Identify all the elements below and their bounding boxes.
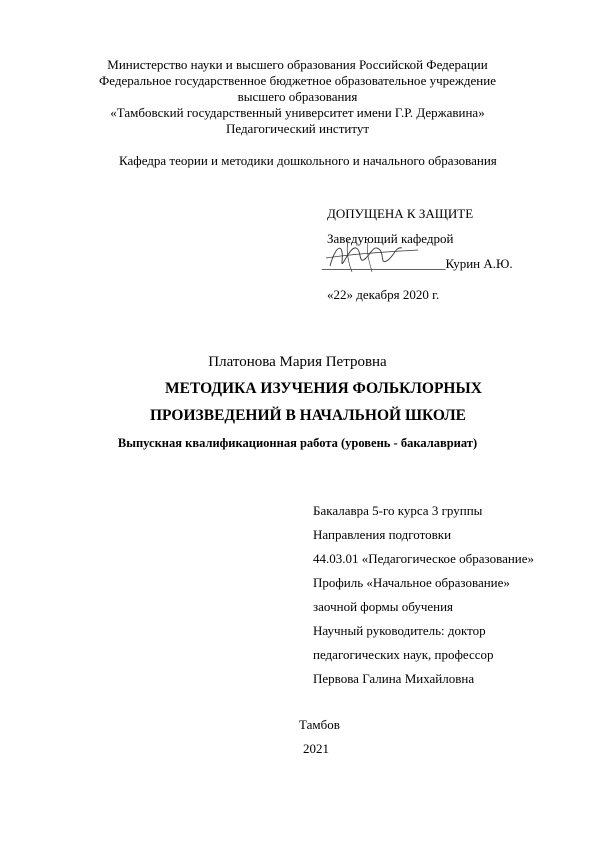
department-line: Кафедра теории и методики дошкольного и начального образования	[119, 153, 497, 168]
study-direction-label: Направления подготовки	[313, 527, 452, 542]
approval-date: «22» декабря 2020 г.	[327, 287, 440, 302]
ministry-line: Министерство науки и высшего образования Российской Федерации	[107, 57, 488, 72]
author-name: Платонова Мария Петровна	[208, 354, 387, 370]
year: 2021	[303, 741, 329, 756]
supervisor-label: Научный руководитель: доктор	[313, 623, 486, 638]
institute-line: Педагогический институт	[225, 121, 370, 136]
approval-position: Заведующий кафедрой	[327, 231, 454, 246]
approval-title: ДОПУЩЕНА К ЗАЩИТЕ	[327, 206, 474, 221]
education-level-line: высшего образования	[237, 89, 358, 104]
institution-type-line: Федеральное государственное бюджетное образовательное учреждение	[99, 73, 496, 88]
work-subtitle: Выпускная квалификационная работа (уровень - бакалавриат)	[117, 436, 478, 450]
approval-signature-line: ___________________Курин А.Ю.	[322, 256, 513, 271]
work-title-line-1: МЕТОДИКА ИЗУЧЕНИЯ ФОЛЬКЛОРНЫХ	[165, 380, 482, 397]
supervisor-name: Первова Галина Михайловна	[313, 671, 475, 686]
handwritten-signature	[322, 236, 422, 276]
study-profile: Профиль «Начальное образование»	[313, 575, 510, 590]
student-course: Бакалавра 5-го курса 3 группы	[313, 503, 483, 518]
university-name-line: «Тамбовский государственный университет имени Г.Р. Державина»	[110, 105, 485, 120]
study-form: заочной формы обучения	[313, 599, 454, 614]
city: Тамбов	[299, 717, 340, 732]
study-direction-code: 44.03.01 «Педагогическое образование»	[313, 551, 535, 566]
supervisor-degree: педагогических наук, профессор	[313, 647, 494, 662]
work-title-line-2: ПРОИЗВЕДЕНИЙ В НАЧАЛЬНОЙ ШКОЛЕ	[150, 407, 467, 424]
